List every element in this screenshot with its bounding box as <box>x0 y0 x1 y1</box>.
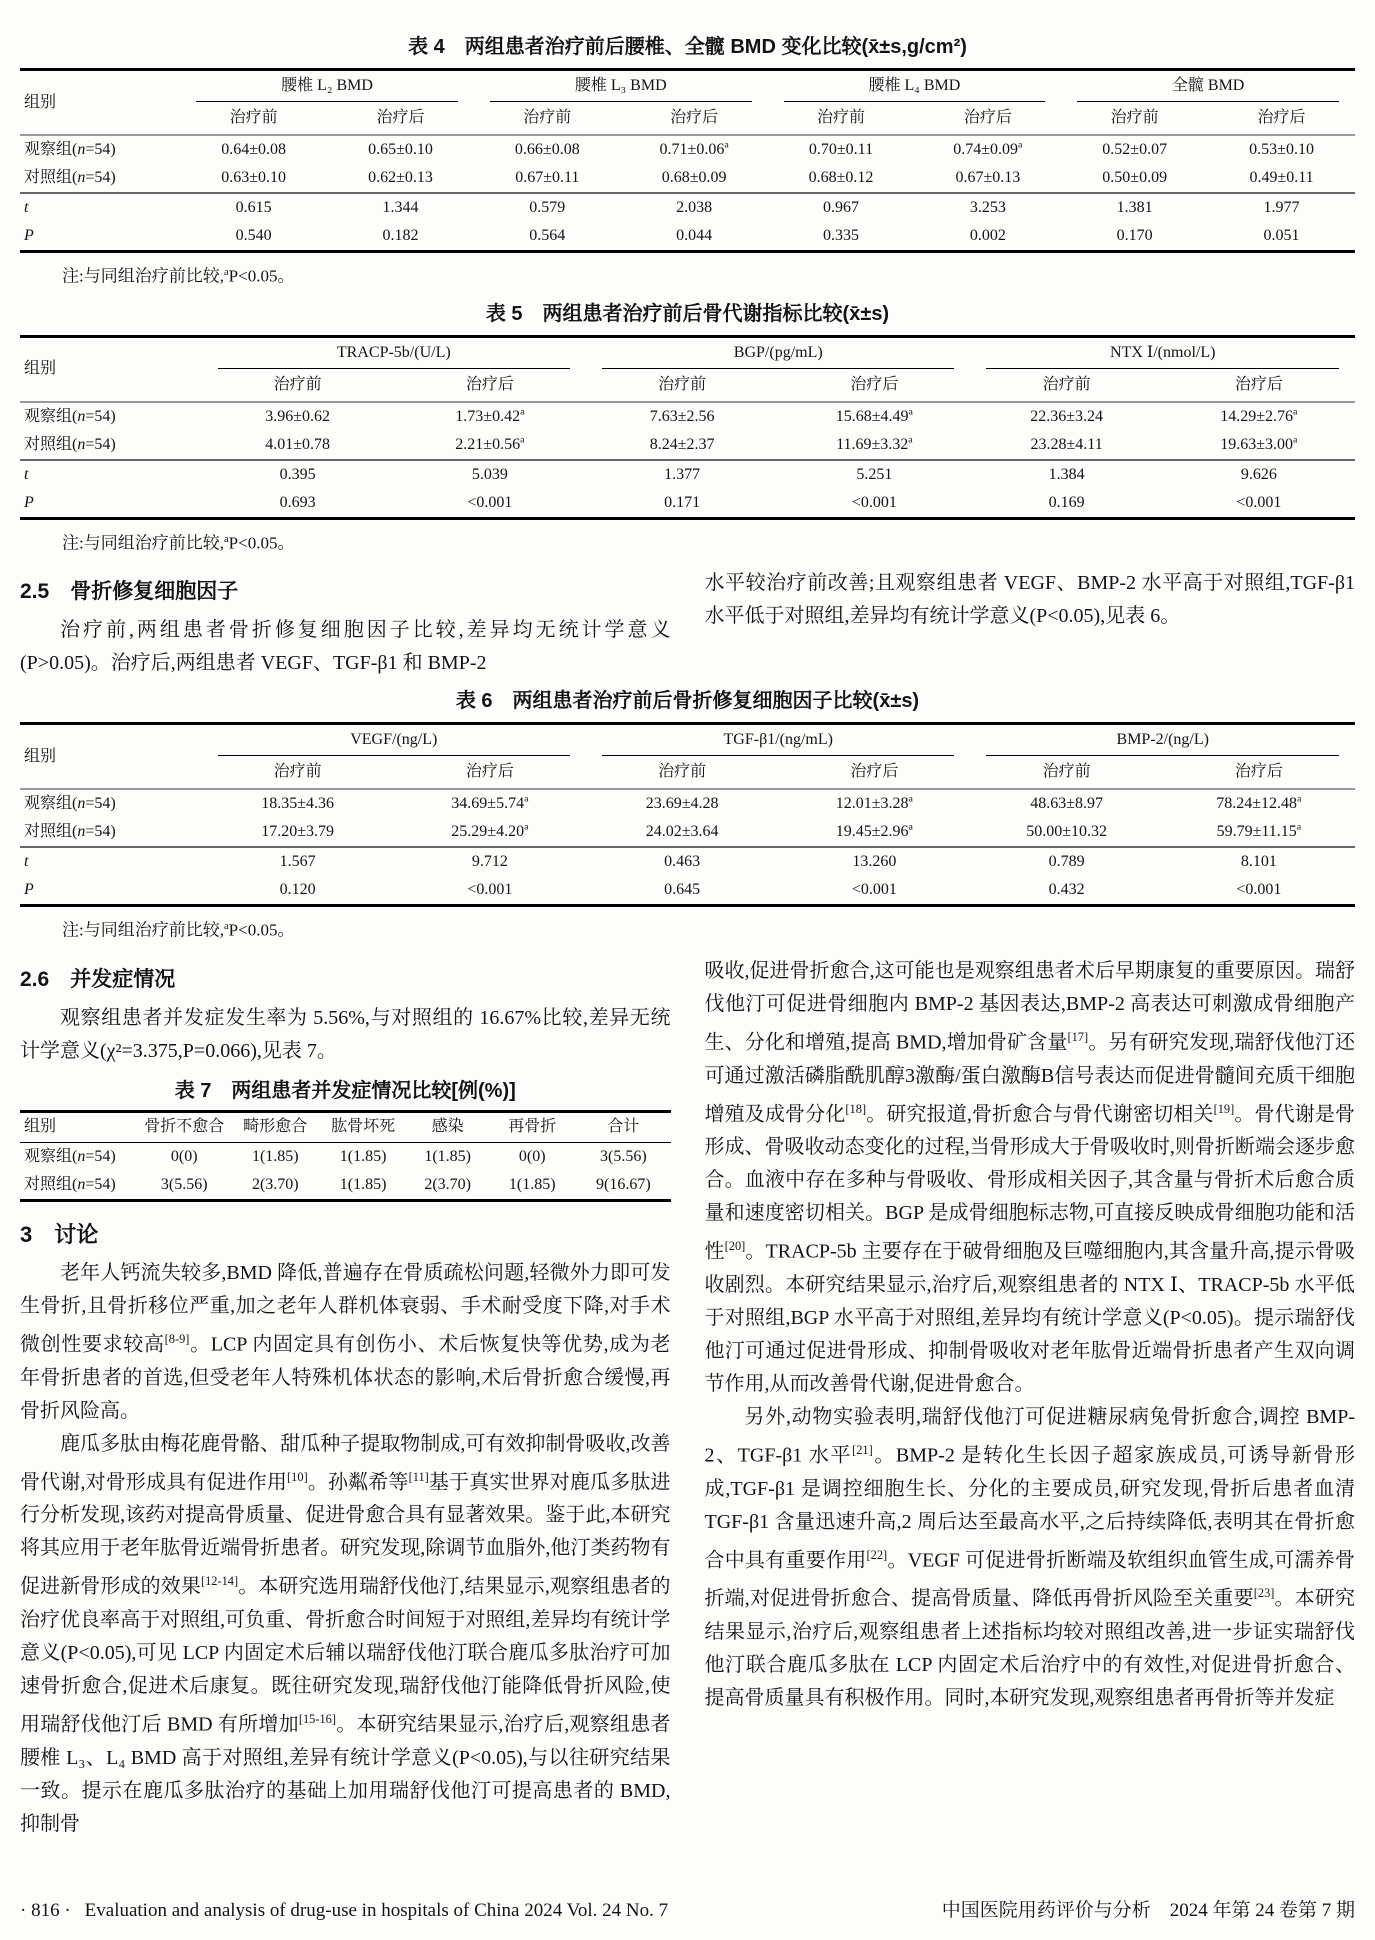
table7-header: 肱骨坏死 <box>319 1111 407 1142</box>
table-cell: 34.69±5.74$^a$ <box>451 793 529 813</box>
table4-group-label: 腰椎 L₃ BMD <box>490 73 752 102</box>
table4-subheader: 治疗前 <box>768 104 915 135</box>
table6-block <box>20 688 1355 943</box>
table4-group-label: 腰椎 L₄ BMD <box>784 73 1046 102</box>
table-cell: 5.251 <box>778 460 970 489</box>
table-cell: 0.693 <box>279 493 316 511</box>
table4-group-header <box>180 70 474 105</box>
table-cell: 0(0) <box>170 1147 198 1165</box>
table-cell: 0(0) <box>518 1147 546 1165</box>
table-cell: 0.70±0.11 <box>808 141 874 158</box>
row-label: P <box>24 493 34 511</box>
table6-sub-header-row <box>20 758 1355 789</box>
table6-subheader: 治疗后 <box>778 758 970 789</box>
table5-subheader: 治疗后 <box>394 371 586 402</box>
table4-group-col-header: 组别 <box>20 70 180 136</box>
table-cell: 0.68±0.09 <box>661 169 727 186</box>
table-cell: 0.044 <box>676 227 713 244</box>
table-cell: 1.73±0.42$^a$ <box>455 406 525 425</box>
table6-subheader: 治疗前 <box>586 758 778 789</box>
table6-body <box>20 789 1355 906</box>
row-label: 对照组(n=54) <box>24 823 116 841</box>
table-cell: 0.182 <box>382 227 419 244</box>
table5-subheader: 治疗后 <box>778 371 970 402</box>
table-cell: 3(5.56) <box>599 1147 647 1165</box>
row-label: 观察组(n=54) <box>24 407 116 425</box>
table6-group-label: TGF-β1/(ng/mL) <box>602 727 954 756</box>
table-cell: 0.171 <box>664 493 701 511</box>
table-row <box>20 818 1355 847</box>
right-column <box>705 955 1356 1841</box>
table-cell: 0.615 <box>180 193 327 222</box>
table4-subheader: 治疗后 <box>327 104 474 135</box>
table-cell: 0.71±0.06$^a$ <box>659 139 729 158</box>
table5-note: 注:与同组治疗前比较,$^a$P<0.05。 <box>62 533 295 553</box>
table-cell: 12.01±3.28$^a$ <box>835 793 913 813</box>
table-cell: 0.645 <box>664 881 701 899</box>
table-cell: 48.63±8.97 <box>1030 795 1103 813</box>
table7-header: 感染 <box>407 1111 488 1142</box>
table-cell: 0.74±0.09$^a$ <box>953 139 1023 158</box>
table-cell: 14.29±2.76$^a$ <box>1220 406 1298 425</box>
table4-subheader: 治疗前 <box>180 104 327 135</box>
table7-header: 畸形愈合 <box>231 1111 319 1142</box>
table-cell: 23.28±4.11 <box>1030 435 1103 453</box>
table-cell: 0.540 <box>235 227 272 244</box>
table-cell: 9.712 <box>394 847 586 876</box>
table-cell: 2(3.70) <box>251 1175 299 1193</box>
table-cell: 1.977 <box>1208 193 1355 222</box>
table7-header: 骨折不愈合 <box>137 1111 231 1142</box>
table-cell: <0.001 <box>467 493 513 511</box>
table7-body <box>20 1142 671 1200</box>
table6-group-header <box>970 724 1355 759</box>
table-cell: 24.02±3.64 <box>645 823 719 841</box>
table-cell: 2.038 <box>621 193 768 222</box>
discussion-paragraph: 另外,动物实验表明,瑞舒伐他汀可促进糖尿病兔骨折愈合,调控 BMP-2、TGF-β1 水平[21]。BMP-2 是转化生长因子超家族成员,可诱导新骨形成,TGF-β1 是调控细胞生长、分化的主要成员,研究发现,骨折后患者血清 TGF-β1 含量迅速升高,2 周后达至最高水平,之后持续降低,表明其在骨折愈合中具有重要作用[22]。VEGF 可促进骨折断端及软组织血管生成,可濡养骨折端,对促进骨折愈合、提高骨质量、降低再骨折风险至关重要[23]。本研究结果显示,治疗后,观察组患者上述指标均较对照组改善,进一步证实瑞舒伐他汀联合鹿瓜多肽在 LCP 内固定术后治疗中的有效性,对促进骨折愈合、提高骨质量具有积极作用。同时,本研究发现,观察组患者再骨折等并发症 <box>704 1405 1356 1709</box>
table5 <box>20 335 1355 520</box>
table4 <box>20 68 1355 253</box>
table5-title: 表 5 两组患者治疗前后骨代谢指标比较(x̄±s) <box>485 302 890 325</box>
table-cell: 18.35±4.36 <box>261 795 335 813</box>
table-row <box>20 1142 671 1171</box>
table-cell: 4.01±0.78 <box>265 435 331 453</box>
table5-group-header <box>586 336 970 371</box>
table-cell: 78.24±12.48$^a$ <box>1216 793 1302 813</box>
table-cell: 3(5.56) <box>160 1175 208 1193</box>
table-row <box>20 431 1355 460</box>
row-label: P <box>24 227 34 244</box>
table-row <box>20 222 1355 252</box>
table-cell: <0.001 <box>1236 493 1282 511</box>
table-row <box>20 847 1355 876</box>
lower-band <box>20 955 1355 1841</box>
table-row <box>20 164 1355 193</box>
table5-group-label: NTX Ⅰ/(nmol/L) <box>986 340 1339 369</box>
table6-subheader: 治疗前 <box>970 758 1162 789</box>
table-row <box>20 460 1355 489</box>
table-row <box>20 489 1355 519</box>
table5-group-label: TRACP-5b/(U/L) <box>218 340 570 369</box>
table4-sub-header-row <box>20 104 1355 135</box>
row-label: t <box>20 847 202 876</box>
table4-group-header <box>1061 70 1355 105</box>
discussion-paragraph: 鹿瓜多肽由梅花鹿骨骼、甜瓜种子提取物制成,可有效抑制骨吸收,改善骨代谢,对骨形成具有促进作用[10]。孙粼希等[11]基于真实世界对鹿瓜多肽进行分析发现,该药对提高骨质量、促进骨愈合具有显著效果。鉴于此,本研究将其应用于老年肱骨近端骨折患者。研究发现,除调节血脂外,他汀类药物有促进新骨形成的效果[12-14]。本研究选用瑞舒伐他汀,结果显示,观察组患者的治疗优良率高于对照组,可负重、骨折愈合时间短于对照组,差异均有统计学意义(P<0.05),可见 LCP 内固定术后辅以瑞舒伐他汀联合鹿瓜多肽治疗可加速骨折愈合,促进术后康复。既往研究发现,瑞舒伐他汀能降低骨折风险,使用瑞舒伐他汀后 BMD 有所增加[15-16]。本研究结果显示,治疗后,观察组患者腰椎 L₃、L₄ BMD 高于对照组,差异有统计学意义(P<0.05),与以往研究结果一致。提示在鹿瓜多肽治疗的基础上加用瑞舒伐他汀可提高患者的 BMD,抑制骨 <box>20 1432 671 1835</box>
section-2-6-heading: 2.6 并发症情况 <box>20 967 176 991</box>
table7-header: 合计 <box>576 1111 670 1142</box>
section-2-5-heading: 2.5 骨折修复细胞因子 <box>20 580 239 604</box>
table6-group-header <box>202 724 586 759</box>
table-cell: 1(1.85) <box>339 1147 387 1165</box>
table-cell: 2(3.70) <box>424 1175 471 1193</box>
table5-block <box>20 301 1355 556</box>
discussion-paragraph: 老年人钙流失较多,BMD 降低,普遍存在骨质疏松问题,轻微外力即可发生骨折,且骨折移位严重,加之老年人群机体衰弱、手术耐受度下降,对手术微创性要求较高[8-9]。LCP 内固定具有创伤小、术后恢复快等优势,成为老年骨折患者的首选,但受老年人特殊机体状态的影响,术后骨折愈合缓慢,再骨折风险高。 <box>20 1261 671 1422</box>
table-cell: 0.49±0.11 <box>1249 169 1314 186</box>
table-cell: 3.253 <box>914 193 1061 222</box>
table-cell: 23.69±4.28 <box>645 795 719 813</box>
table-cell: 2.21±0.56$^a$ <box>455 434 525 453</box>
table-cell: 0.65±0.10 <box>368 141 433 158</box>
table7-header: 组别 <box>20 1111 137 1142</box>
table-cell: 50.00±10.32 <box>1026 823 1107 841</box>
row-label: t <box>20 460 202 489</box>
row-label: 对照组(n=54) <box>24 435 116 453</box>
table-cell: 0.50±0.09 <box>1102 169 1168 186</box>
section-2-5-text-left: 治疗前,两组患者骨折修复细胞因子比较,差异均无统计学意义(P>0.05)。治疗后,两组患者 VEGF、TGF-β1 和 BMP-2 <box>20 619 671 675</box>
table-cell: 59.79±11.15$^a$ <box>1216 821 1302 841</box>
page-number: · 816 · <box>20 1900 71 1921</box>
table-cell: <0.001 <box>851 881 897 899</box>
table-cell: 0.52±0.07 <box>1102 141 1168 158</box>
table7-title: 表 7 两组患者并发症情况比较[例(%)] <box>174 1079 516 1102</box>
table-cell: 22.36±3.24 <box>1030 407 1103 425</box>
table6 <box>20 722 1355 907</box>
table-cell: 0.967 <box>768 193 915 222</box>
table-cell: 3.96±0.62 <box>265 407 331 425</box>
table4-subheader: 治疗后 <box>914 104 1061 135</box>
row-label: 观察组(n=54) <box>24 795 116 813</box>
table5-subheader: 治疗前 <box>970 371 1162 402</box>
table-row <box>20 1171 671 1201</box>
section-3-heading: 3 讨论 <box>20 1221 99 1247</box>
table5-subheader: 治疗前 <box>586 371 778 402</box>
table-cell: 9(16.67) <box>595 1175 651 1193</box>
table5-subheader: 治疗前 <box>202 371 394 402</box>
table-cell: 25.29±4.20$^a$ <box>451 821 529 841</box>
table-cell: 0.002 <box>969 227 1006 244</box>
table-cell: 0.68±0.12 <box>808 169 874 186</box>
table-cell: 0.170 <box>1116 227 1153 244</box>
table-cell: 0.64±0.08 <box>221 141 286 158</box>
table4-group-label: 腰椎 L₂ BMD <box>196 73 458 102</box>
table-cell: 0.120 <box>279 881 316 899</box>
table-cell: 0.66±0.08 <box>514 141 580 158</box>
section-2-6-text: 观察组患者并发症发生率为 5.56%,与对照组的 16.67%比较,差异无统计学意义(χ²=3.375,P=0.066),见表 7。 <box>20 1006 671 1062</box>
table7-header-row <box>20 1111 671 1142</box>
row-label: 对照组(n=54) <box>24 1175 116 1193</box>
table-cell: 0.051 <box>1263 227 1300 244</box>
row-label: 对照组(n=54) <box>24 169 116 186</box>
table4-subheader: 治疗后 <box>1208 104 1355 135</box>
table4-group-header <box>768 70 1062 105</box>
table6-subheader: 治疗前 <box>202 758 394 789</box>
table-row <box>20 876 1355 906</box>
table5-group-header <box>970 336 1355 371</box>
section-2-5-text-right: 水平较治疗前改善;且观察组患者 VEGF、BMP-2 水平高于对照组,TGF-β1 水平低于对照组,差异均有统计学意义(P<0.05),见表 6。 <box>704 572 1355 628</box>
table-cell: 0.335 <box>822 227 859 244</box>
table-cell: 0.67±0.11 <box>515 169 580 186</box>
discussion-paragraph: 吸收,促进骨折愈合,这可能也是观察组患者术后早期康复的重要原因。瑞舒伐他汀可促进骨细胞内 BMP-2 基因表达,BMP-2 高表达可刺激成骨细胞产生、分化和增殖,提高 BMD,增加骨矿含量[17]。另有研究发现,瑞舒伐他汀还可通过激活磷脂酰肌醇3激酶/蛋白激酶B信号表达而促进骨髓间充质干细胞增殖及成骨分化[18]。研究报道,骨折愈合与骨代谢密切相关[19]。骨代谢是骨形成、骨吸收动态变化的过程,当骨形成大于骨吸收时,则骨折断端会逐步愈合。血液中存在多种与骨吸收、骨形成相关因子,其含量与骨折术后愈合质量和速度密切相关。BGP 是成骨细胞标志物,可直接反映成骨细胞功能和活性[20]。TRACP-5b 主要存在于破骨细胞及巨噬细胞内,其含量升高,提示骨吸收剧烈。本研究结果显示,治疗后,观察组患者的 NTX Ⅰ、TRACP-5b 水平低于对照组,BGP 水平高于对照组,差异均有统计学意义(P<0.05)。提示瑞舒伐他汀可通过促进骨形成、抑制骨吸收对老年肱骨近端骨折患者产生双向调节作用,从而改善骨代谢,促进骨愈合。 <box>704 959 1356 1395</box>
table-cell: 0.67±0.13 <box>955 169 1021 186</box>
table4-subheader: 治疗前 <box>1061 104 1208 135</box>
table-cell: 0.53±0.10 <box>1249 141 1314 158</box>
table4-body <box>20 135 1355 252</box>
table-cell: 1.384 <box>970 460 1162 489</box>
table-cell: 13.260 <box>778 847 970 876</box>
table-cell: 0.432 <box>1048 881 1085 899</box>
table-cell: 8.101 <box>1163 847 1355 876</box>
table-cell: 11.69±3.32$^a$ <box>836 434 913 453</box>
journal-name-en: Evaluation and analysis of drug-use in hospitals of China 2024 Vol. 24 No. 7 <box>84 1900 669 1921</box>
table-cell: <0.001 <box>1236 881 1282 899</box>
journal-name-cn: 中国医院用药评价与分析 2024 年第 24 卷第 7 期 <box>941 1900 1355 1921</box>
table-cell: 1(1.85) <box>251 1147 299 1165</box>
table5-group-label: BGP/(pg/mL) <box>602 340 954 369</box>
table-cell: 0.564 <box>529 227 566 244</box>
table-cell: 1.344 <box>327 193 474 222</box>
table-cell: <0.001 <box>851 493 897 511</box>
table-cell: 0.463 <box>586 847 778 876</box>
table4-group-header-row <box>20 70 1355 105</box>
table-cell: 19.45±2.96$^a$ <box>835 821 913 841</box>
table-cell: 19.63±3.00$^a$ <box>1220 434 1298 453</box>
table-cell: 0.789 <box>970 847 1162 876</box>
table-cell: 5.039 <box>394 460 586 489</box>
table5-body <box>20 402 1355 519</box>
table-cell: 0.579 <box>474 193 621 222</box>
page-footer <box>20 1898 1355 1924</box>
section-2-5-left <box>20 567 671 680</box>
table6-group-header <box>586 724 970 759</box>
table4-group-label: 全髋 BMD <box>1077 73 1339 102</box>
row-label: 观察组(n=54) <box>24 1147 116 1165</box>
table-cell: <0.001 <box>467 881 513 899</box>
table5-group-header <box>202 336 586 371</box>
table-cell: 9.626 <box>1163 460 1355 489</box>
table5-subheader: 治疗后 <box>1163 371 1355 402</box>
table-row <box>20 193 1355 222</box>
table6-group-label: VEGF/(ng/L) <box>218 727 570 756</box>
table6-group-label: BMP-2/(ng/L) <box>986 727 1339 756</box>
table-row <box>20 789 1355 818</box>
table5-group-header-row <box>20 336 1355 371</box>
table6-title: 表 6 两组患者治疗前后骨折修复细胞因子比较(x̄±s) <box>455 690 920 713</box>
table4-block <box>20 34 1355 289</box>
table4-title: 表 4 两组患者治疗前后腰椎、全髋 BMD 变化比较(x̄±s,g/cm²) <box>408 36 967 58</box>
table-cell: 0.395 <box>202 460 394 489</box>
table-cell: 0.63±0.10 <box>221 169 286 186</box>
table-cell: 0.62±0.13 <box>368 169 433 186</box>
table-row <box>20 402 1355 431</box>
table4-group-header <box>474 70 768 105</box>
section-2-5-band <box>20 567 1355 680</box>
table-cell: 1(1.85) <box>508 1175 556 1193</box>
table5-sub-header-row <box>20 371 1355 402</box>
table-cell: 7.63±2.56 <box>649 407 715 425</box>
table-cell: 1.381 <box>1061 193 1208 222</box>
row-label: P <box>24 881 34 899</box>
table6-subheader: 治疗后 <box>1163 758 1355 789</box>
table-cell: 1(1.85) <box>424 1147 471 1165</box>
table6-group-header-row <box>20 724 1355 759</box>
table-cell: 1(1.85) <box>339 1175 387 1193</box>
table5-group-col-header: 组别 <box>20 336 202 402</box>
table6-subheader: 治疗后 <box>394 758 586 789</box>
table-cell: 1.377 <box>586 460 778 489</box>
table-cell: 15.68±4.49$^a$ <box>835 406 913 425</box>
row-label: t <box>20 193 180 222</box>
table-row <box>20 135 1355 164</box>
table-cell: 17.20±3.79 <box>261 823 335 841</box>
table4-subheader: 治疗后 <box>621 104 768 135</box>
table-cell: 0.169 <box>1048 493 1085 511</box>
table-cell: 8.24±2.37 <box>649 435 715 453</box>
table-cell: 1.567 <box>202 847 394 876</box>
table6-group-col-header: 组别 <box>20 724 202 790</box>
table7 <box>20 1110 671 1202</box>
table6-note: 注:与同组治疗前比较,$^a$P<0.05。 <box>62 920 295 940</box>
table7-header: 再骨折 <box>488 1111 576 1142</box>
section-2-5-right <box>705 567 1356 680</box>
left-column <box>20 955 671 1841</box>
row-label: 观察组(n=54) <box>24 141 116 158</box>
table4-note: 注:与同组治疗前比较,$^a$P<0.05。 <box>62 266 295 286</box>
table4-subheader: 治疗前 <box>474 104 621 135</box>
